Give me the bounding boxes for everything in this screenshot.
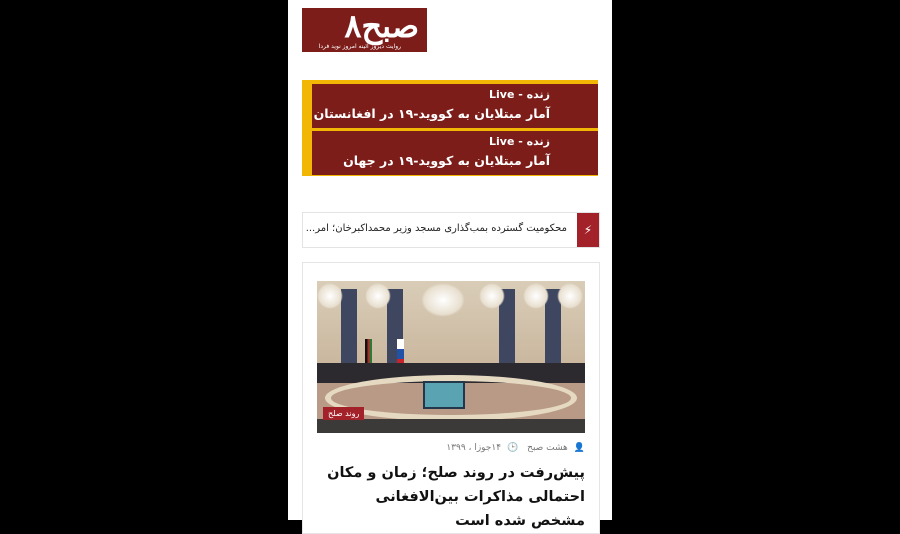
article-author[interactable]: هشت صبح — [527, 443, 568, 453]
live-link-afghanistan[interactable] — [312, 84, 598, 128]
category-badge[interactable]: روند صلح — [323, 407, 364, 420]
mobile-page — [288, 0, 612, 529]
article-date: ۱۴جوزا ، ۱۳۹۹ — [446, 443, 502, 453]
logo-tagline: روایت دیروز آئینه امروز نوید فردا — [318, 43, 401, 50]
article-title[interactable]: پیش‌رفت در روند صلح؛ زمان و مکان احتمالی مذاکرات بین‌الافغانی مشخص شده است — [327, 465, 585, 529]
article-image[interactable] — [317, 281, 585, 433]
live-tag: زنده - Live — [489, 135, 550, 148]
live-link-world[interactable] — [312, 131, 598, 175]
live-tag: زنده - Live — [489, 88, 550, 101]
article-card — [302, 262, 600, 534]
clock-icon: 🕒 — [507, 443, 519, 453]
site-logo[interactable] — [302, 8, 427, 52]
live-title: آمار مبتلایان به کووید-۱۹ در افغانستان — [313, 106, 550, 121]
live-stats-banner — [302, 80, 598, 176]
breaking-news-ticker — [302, 212, 600, 248]
ticker-headline-link[interactable]: محکومیت گسترده بمب‌گذاری مسجد وزیر محمداکبرخان؛ امر... — [305, 223, 567, 234]
user-icon: 👤 — [573, 443, 585, 453]
logo-mark: ۸صبح — [344, 7, 419, 45]
live-title: آمار مبتلایان به کووید-۱۹ در جهان — [343, 153, 550, 168]
bolt-icon: ⚡ — [577, 213, 599, 247]
article-meta — [440, 443, 585, 453]
